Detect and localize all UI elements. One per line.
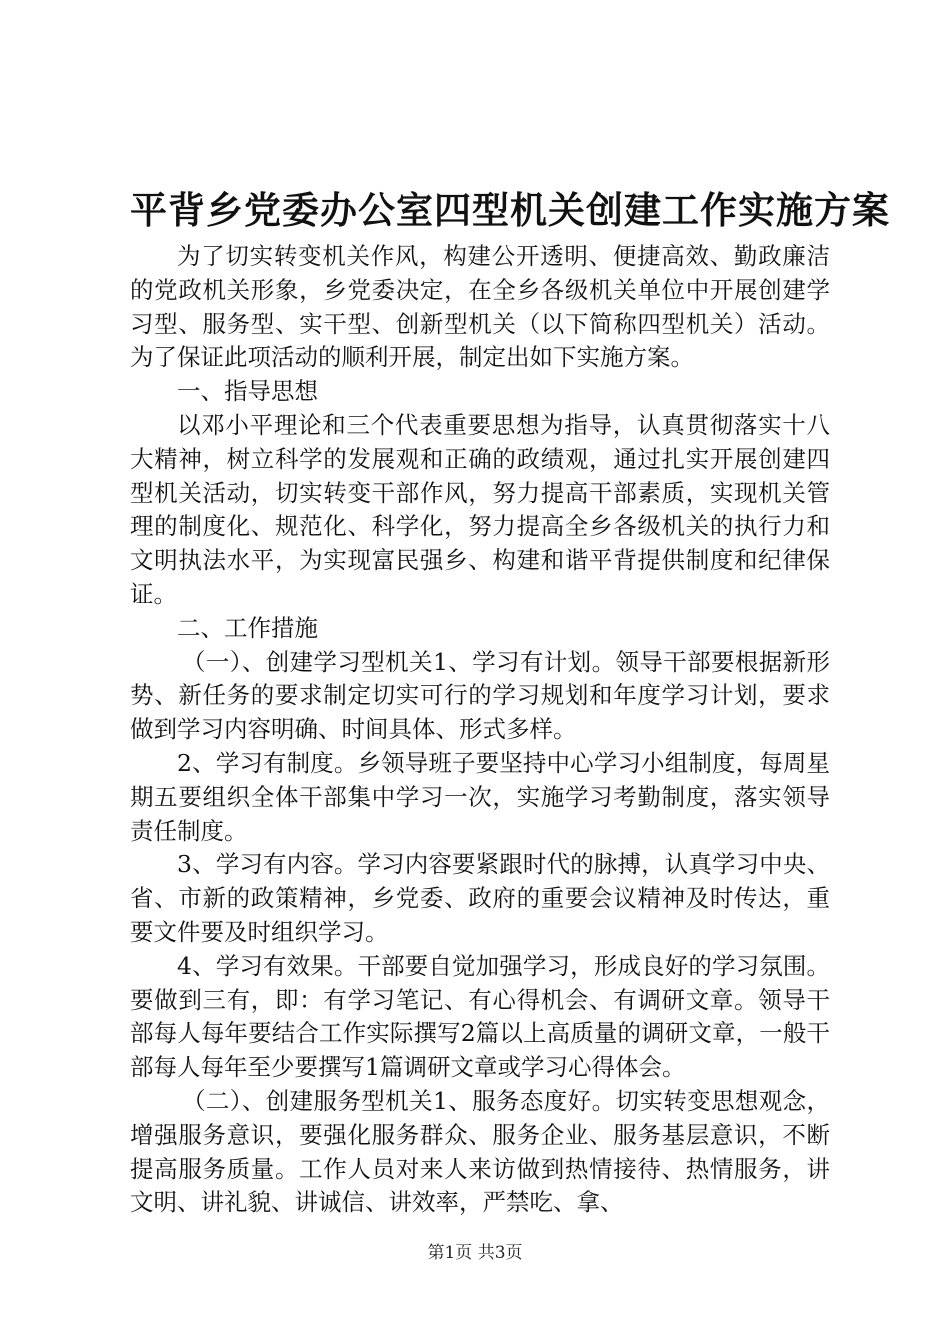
paragraph-service-organ: （二）、创建服务型机关1、服务态度好。切实转变思想观念，增强服务意识，要强化服务群众、服务企业、服务基层意识，不断提高服务质量。工作人员对来人来访做到热情接待、热情服务，讲文明、讲礼貌、讲诚信、讲效率，严禁吃、拿、 [130,1086,830,1217]
paragraph-guiding-thought: 以邓小平理论和三个代表重要思想为指导，认真贯彻落实十八大精神，树立科学的发展观和正确的政绩观，通过扎实开展创建四型机关活动，切实转变干部作风，努力提高干部素质，实现机关管理的制度化、规范化、科学化，努力提高全乡各级机关的执行力和文明执法水平，为实现富民强乡、构建和谐平背提供制度和纪律保证。 [130,410,830,608]
heading-work-measures: 二、工作措施 [177,613,318,642]
heading-guiding-thought: 一、指导思想 [177,377,318,406]
paragraph-learning-effect: 4、学习有效果。干部要自觉加强学习，形成良好的学习氛围。要做到三有，即：有学习笔记、有心得机会、有调研文章。领导干部每人每年要结合工作实际撰写2篇以上高质量的调研文章，一般干部每人每年至少要撰写1篇调研文章或学习心得体会。 [130,951,830,1082]
paragraph-learning-system: 2、学习有制度。乡领导班子要坚持中心学习小组制度，每周星期五要组织全体干部集中学习一次，实施学习考勤制度，落实领导责任制度。 [130,748,830,845]
document-body [130,240,830,1220]
document-title: 平背乡党委办公室四型机关创建工作实施方案 [130,188,890,232]
paragraph-learning-content: 3、学习有内容。学习内容要紧跟时代的脉搏，认真学习中央、省、市新的政策精神，乡党委、政府的重要会议精神及时传达，重要文件要及时组织学习。 [130,850,830,946]
paragraph-intro: 为了切实转变机关作风，构建公开透明、便捷高效、勤政廉洁的党政机关形象，乡党委决定，在全乡各级机关单位中开展创建学习型、服务型、实干型、创新型机关（以下简称四型机关）活动。为了保证此项活动的顺利开展，制定出如下实施方案。 [130,242,830,372]
paragraph-learning-organ: （一）、创建学习型机关1、学习有计划。领导干部要根据新形势、新任务的要求制定切实可行的学习规划和年度学习计划，要求做到学习内容明确、时间具体、形式多样。 [130,647,830,744]
page-number-footer: 第1页 共3页 [427,1243,523,1263]
